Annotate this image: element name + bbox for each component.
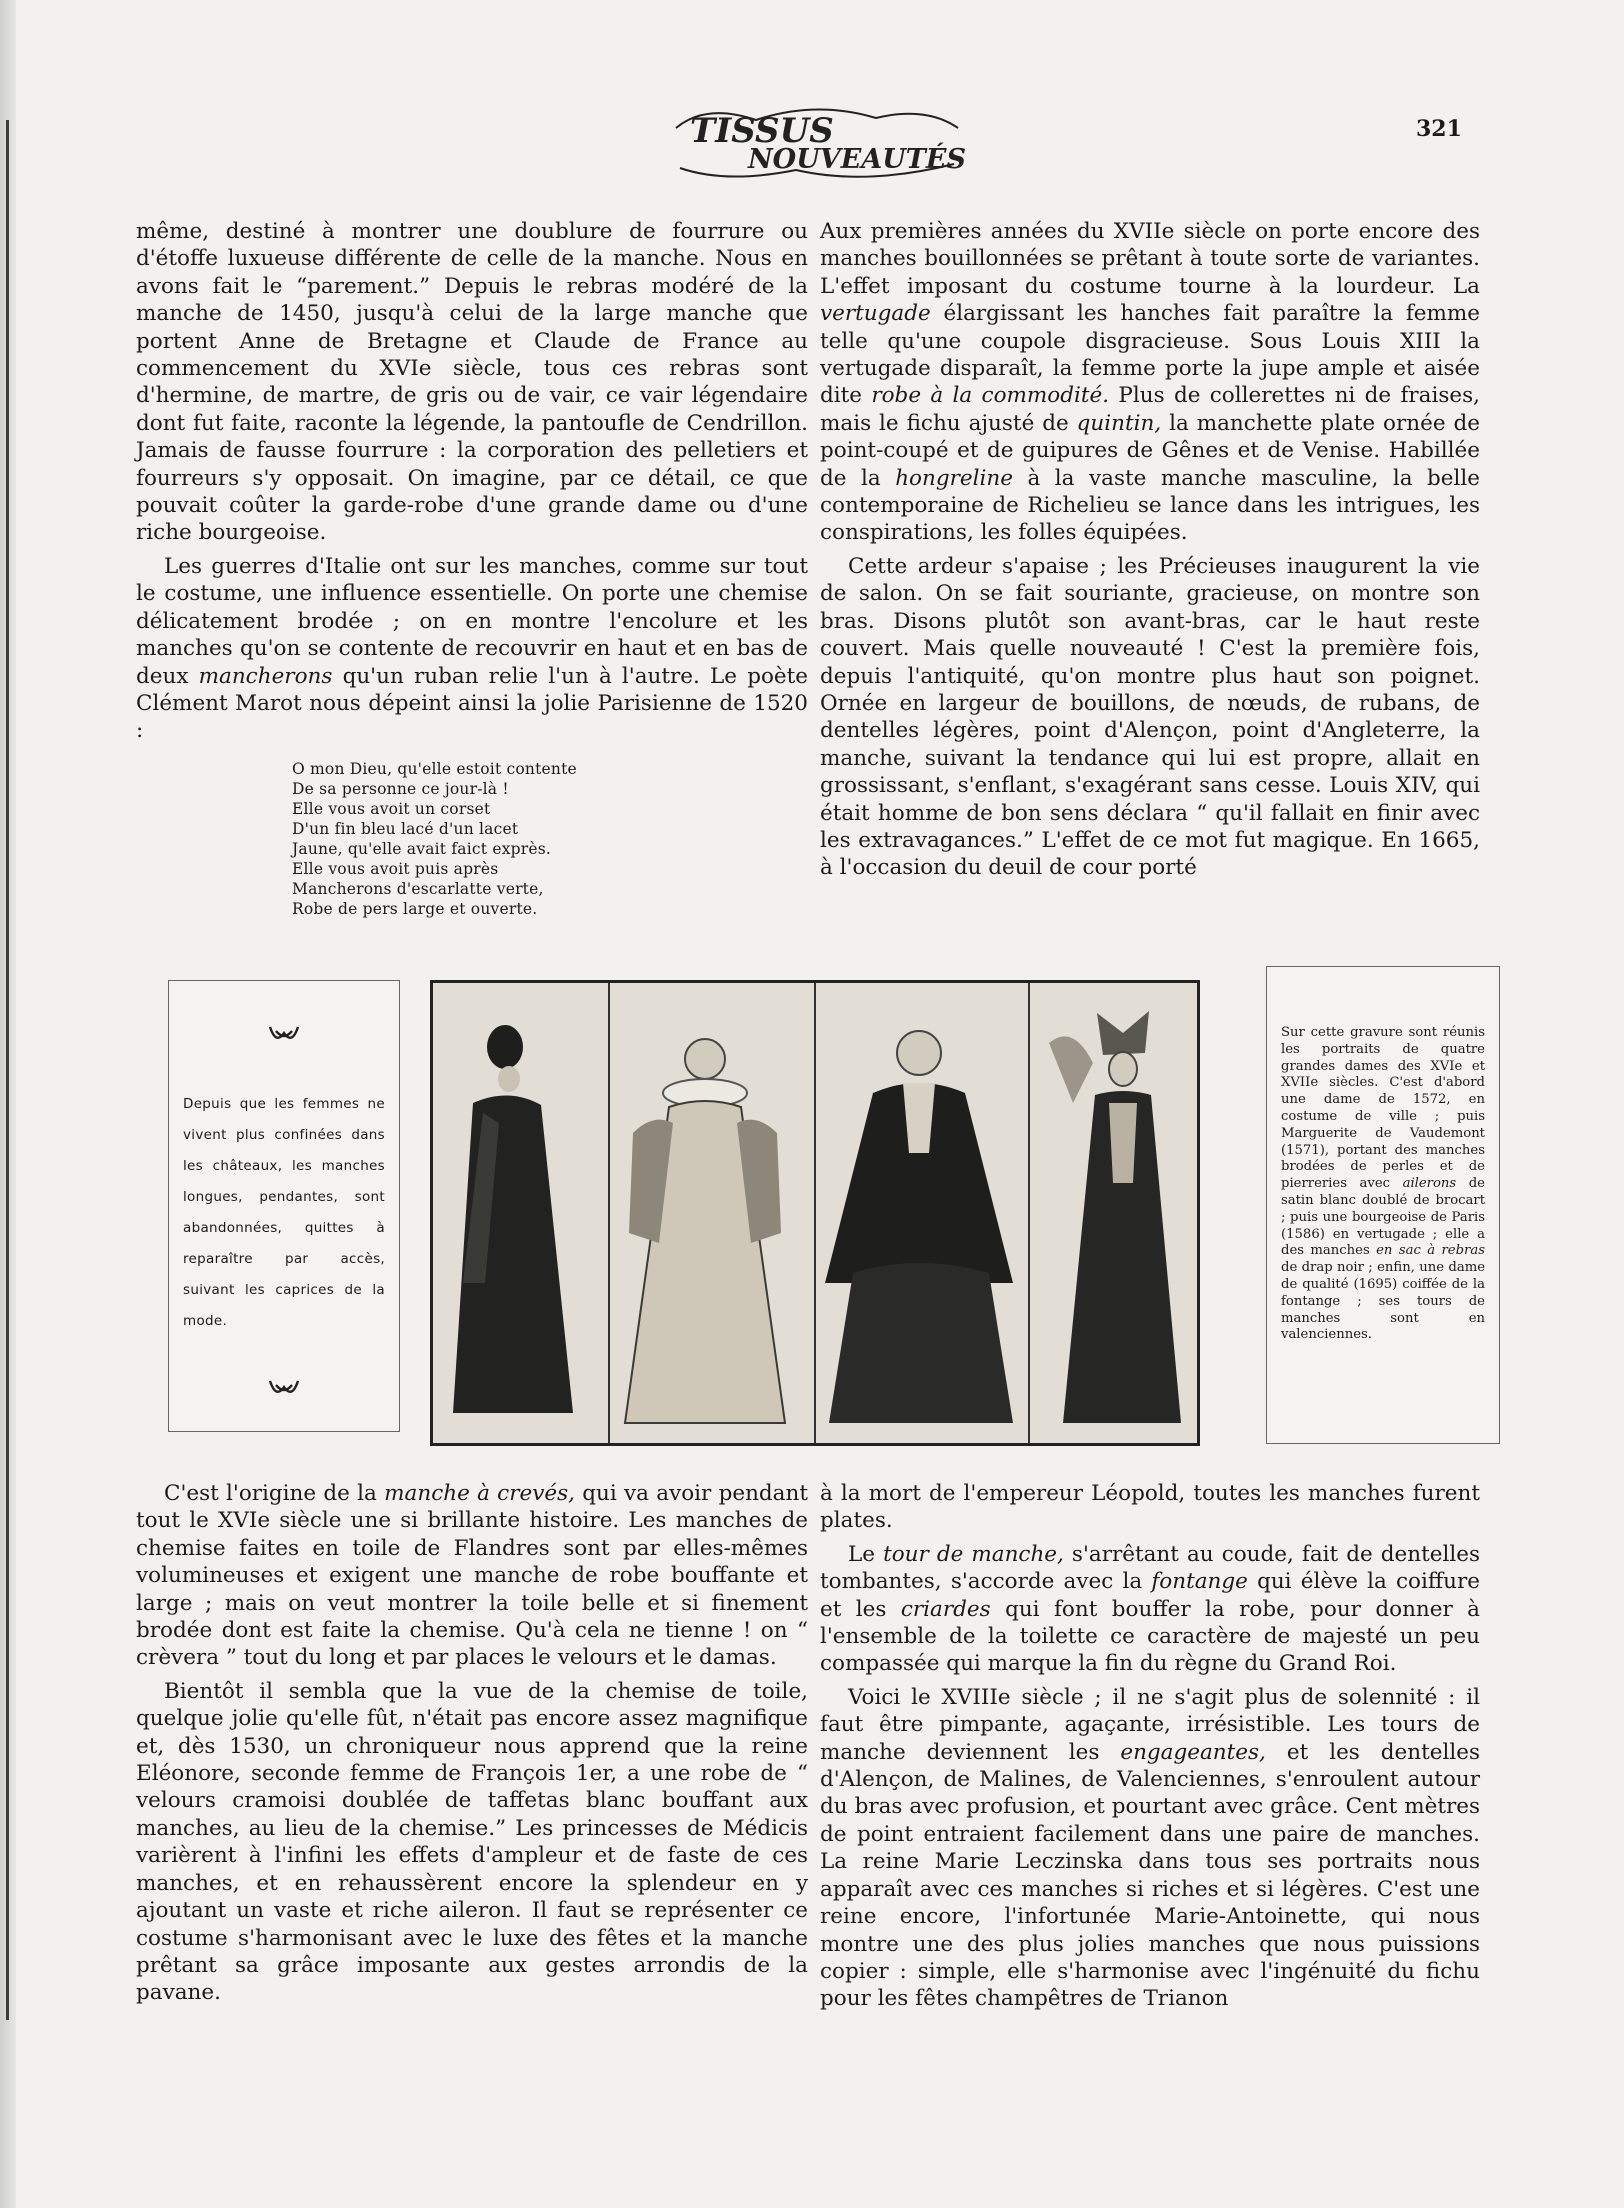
column-bottom-right [820, 1480, 1480, 2013]
text-run: qui va avoir pendant tout le XVIe siècle une si brillante histoire. Les manches de chemise faites en toile de Flandres sont par elles-mêmes volumineuses et exigent une manche de robe bouffante et large ; mais on veut montrer la toile belle et si finement brodée dont est faite la chemise. Qu'à cela ne tienne ! on “ crèvera ” tout du long et par places le velours et le damas. [136, 1481, 808, 1671]
poem-line: Mancherons d'escarlatte verte, [292, 879, 544, 898]
engraving-caption-box [1266, 966, 1500, 1444]
italic-term: mancherons [198, 663, 333, 689]
text-run: qu'un ruban relie l'un à l'autre. Le poète Clément Marot nous dépeint ainsi la jolie Parisienne de 1520 : [136, 663, 808, 744]
text-run: qui font bouffer la robe, pour donner à l'ensemble de la toilette ce caractère de majesté un peu compassée qui marque la fin du règne du Grand Roi. [820, 1596, 1480, 1677]
spine-edge [6, 120, 9, 2020]
paragraph [820, 1541, 1480, 1678]
italic-term: en sac à rebras [1376, 1243, 1485, 1259]
paragraph: même, destiné à montrer une doublure de fourrure ou d'étoffe luxueuse différente de celle de la manche. Nous en avons fait le “parement.” Depuis le rebras modéré de la manche de 1450, jusqu'à celui de la large manche que portent Anne de Bretagne et Claude de France au commencement du XVIe siècle, tous ces rebras sont d'hermine, de martre, de gris ou de vair, ce vair légendaire dont fut faite, raconte la légende, la pantoufle de Cendrillon. Jamais de fausse fourrure : la corporation des pelletiers et fourreurs s'y opposait. On imagine, par ce détail, ce que pouvait coûter la garde-robe d'une grande dame ou d'une riche bourgeoise. [136, 219, 808, 546]
text-run: C'est l'origine de la [164, 1481, 385, 1506]
text-run: et les dentelles d'Alençon, de Malines, de Valenciennes, s'enroulent autour du bras avec profusion, et pourtant avec grâce. Cent mètres de point entraient facilement dans une paire de manches. La reine Marie Leczinska dans tous ses portraits nous apparaît avec ces manches si riches et si légères. C'est une reine encore, l'infortunée Marie-Antoinette, qui nous montre une des plus jolies manches que nous puissions copier : simple, elle s'harmonise avec l'ingénuité du fichu pour les fêtes champêtres de Trianon [820, 1739, 1480, 2012]
italic-term: robe à la commodité. [871, 383, 1110, 409]
text-run: Aux premières années du XVIIe siècle on porte encore des manches bouillonnées se prêtant à toute sorte de variantes. L'effet imposant du costume tourne à la lourdeur. La [820, 219, 1480, 299]
column-top-right [820, 218, 1480, 882]
magazine-page [16, 0, 1624, 2208]
italic-term: tour de manche, [883, 1541, 1064, 1567]
column-top-left [136, 218, 808, 919]
italic-term: fontange [1151, 1569, 1248, 1595]
text-run: de satin blanc doublé de brocart ; puis une bourgeoise de Paris (1586) en vertugade ; elle a des manches [1281, 1176, 1485, 1259]
poem-line: O mon Dieu, qu'elle estoit contente [292, 759, 577, 778]
sidebar-note-left [168, 980, 400, 1432]
poem-line: Elle vous avoit puis après [292, 859, 499, 878]
text-run: Plus de collerettes ni de fraises, mais le fichu ajusté de [820, 383, 1481, 436]
paragraph: à la mort de l'empereur Léopold, toutes les manches furent plates. [820, 1481, 1480, 1534]
poem-line: Elle vous avoit un corset [292, 799, 491, 818]
text-run: élargissant les hanches fait paraître la femme telle qu'une coupole disgracieuse. Sous Louis XIII la vertugade disparaît, la femme porte la jupe ample et aisée dite [820, 301, 1480, 409]
tissus-nouveautes-logo [666, 98, 966, 186]
italic-term: hongreline [895, 465, 1013, 491]
ornament-icon [266, 1377, 302, 1401]
column-bottom-left [136, 1480, 808, 2007]
logo-text-nouveautes: NOUVEAUTÉS [748, 144, 966, 175]
text-run: qui élève la coiffure et les [820, 1569, 1480, 1622]
text-run: Le [848, 1541, 884, 1567]
ornament-icon [266, 1023, 302, 1047]
italic-term: quintin, [1076, 410, 1162, 436]
poem-line: Jaune, qu'elle avait faict exprès. [292, 839, 552, 858]
engraving-four-ladies [430, 980, 1200, 1446]
paragraph [136, 1480, 808, 1672]
logo-text-tissus: TISSUS [690, 111, 834, 151]
poem-line: Robe de pers large et ouverte. [292, 899, 538, 918]
engraving-caption [1281, 1025, 1485, 1344]
text-run: s'arrêtant au coude, fait de dentelles tombantes, s'accorde avec la [820, 1541, 1480, 1595]
italic-term: ailerons [1402, 1176, 1457, 1192]
paragraph: Cette ardeur s'apaise ; les Précieuses inaugurent la vie de salon. On se fait souriante, gracieuse, on montre son bras. Disons plutôt son avant-bras, car le haut reste couvert. Mais quelle nouveauté ! C'est la première fois, depuis l'antiquité, qu'on montre plus haut son poignet. Ornée en largeur de bouillons, de nœuds, de rubans, de dentelles légères, point d'Alençon, point d'Angleterre, la manche, suivant la tendance qui lui est propre, allait en grossissant, s'enflant, s'exagérant sans cesse. Louis XIV, qui était homme de bon sens déclara “ qu'il fallait en finir avec les extravagances.” L'effet de ce mot fut magique. En 1665, à l'occasion du deuil de cour porté [820, 553, 1480, 881]
text-run: Sur cette gravure sont réunis les portraits de quatre grandes dames des XVIe et XVIIe siècles. C'est d'abord une dame de 1572, en costume de ville ; puis Marguerite de Vaudemont (1571), portant des manches brodées de perles et de pierreries avec [1281, 1025, 1485, 1192]
poem-line: De sa personne ce jour-là ! [292, 779, 509, 798]
poem-marot [292, 759, 808, 919]
paragraph [820, 218, 1480, 547]
text-run: de drap noir ; enfin, une dame de qualité (1695) coiffée de la fontange ; ses tours de manches sont en valenciennes. [1281, 1260, 1485, 1343]
italic-term: engageantes, [1120, 1739, 1266, 1765]
text-run: à la vaste manche masculine, la belle contemporaine de Richelieu se lance dans les intrigues, les conspirations, les folles équipées. [820, 465, 1480, 546]
page-number: 321 [1416, 116, 1462, 142]
poem-line: D'un fin bleu lacé d'un lacet [292, 819, 519, 838]
paragraph [136, 553, 808, 745]
italic-term: vertugade [820, 301, 931, 327]
book-spine [0, 0, 16, 2208]
text-run: Voici le XVIIIe siècle ; il ne s'agit plus de solennité : il faut être pimpante, agaçante, irrésistible. Les tours de manche deviennent les [820, 1684, 1480, 1765]
italic-term: criardes [900, 1596, 991, 1622]
italic-term: manche à crevés, [384, 1481, 575, 1506]
paragraph: Bientôt il sembla que la vue de la chemise de toile, quelque jolie qu'elle fût, n'était pas encore assez magnifique et, dès 1530, un chroniqueur nous apprend que la reine Eléonore, seconde femme de François 1er, a une robe de “ velours cramoisi doublée de taffetas blanc bouffant aux manches, au lieu de la chemise.” Les princesses de Médicis varièrent à l'infini les effets d'ampleur et de faste de ces manches, et en rehaussèrent encore la splendeur en y ajoutant un vaste et riche aileron. Il faut se représenter ce costume s'harmonisant avec le luxe des fêtes et la manche prêtant sa grâce imposante aux gestes arrondis de la pavane. [136, 1678, 808, 2006]
paragraph [820, 1684, 1480, 2013]
sidebar-note-left-text: Depuis que les femmes ne vivent plus confinées dans les châteaux, les manches longues, pendantes, sont abandonnées, quittes à reparaître par accès, suivant les caprices de la mode. [183, 1096, 385, 1329]
text-run: la manchette plate ornée de point-coupé et de guipures de Gênes et de Venise. Habillée de la [820, 410, 1480, 491]
text-run: Les guerres d'Italie ont sur les manches, comme sur tout le costume, une influence essentielle. On porte une chemise délicatement brodée ; on en montre l'encolure et les manches qu'on se contente de recouvrir en haut et en bas de deux [136, 553, 808, 689]
